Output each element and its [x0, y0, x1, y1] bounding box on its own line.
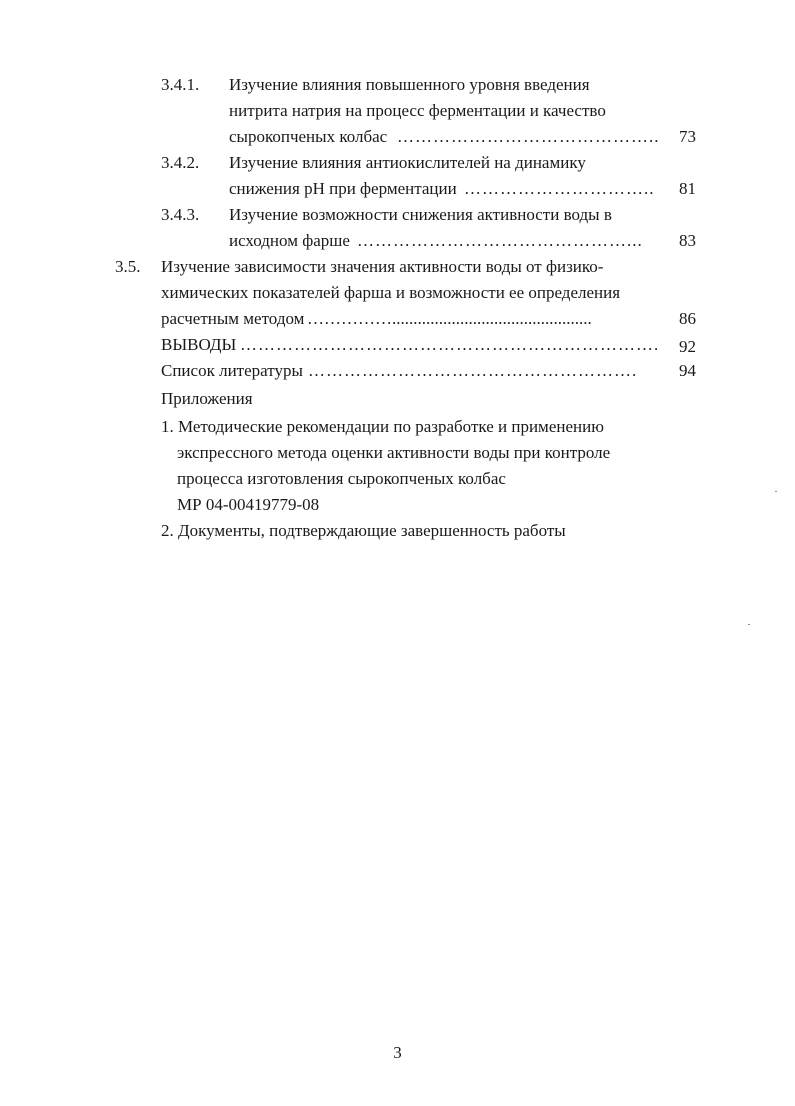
- dot-leader: ……………………………………..: [397, 127, 660, 146]
- appendix-item-line: процесса изготовления сырокопченых колбас: [177, 469, 506, 488]
- dot-leader: ………………………………………...: [357, 231, 643, 250]
- entry-title-line: сырокопченых колбас: [229, 127, 388, 146]
- page-number: 3: [393, 1043, 402, 1062]
- entry-number: 3.4.1.: [161, 75, 200, 94]
- scan-speck: [748, 624, 750, 625]
- appendix-item-line: 2. Документы, подтверждающие завершенность работы: [161, 521, 566, 540]
- entry-number: 3.4.3.: [161, 205, 200, 224]
- entry-title-line: Изучение зависимости значения активности воды от физико-: [161, 257, 604, 276]
- page-ref: 73: [679, 127, 696, 146]
- entry-number: 3.4.2.: [161, 153, 200, 172]
- entry-title: Приложения: [161, 389, 253, 408]
- appendix-item-line: экспрессного метода оценки активности воды при контроле: [177, 443, 611, 462]
- entry-title-line: Изучение влияния антиокислителей на динамику: [229, 153, 586, 172]
- entry-title: ВЫВОДЫ: [161, 335, 237, 354]
- page-ref: 86: [679, 309, 696, 328]
- entry-title-line: нитрита натрия на процесс ферментации и качество: [229, 101, 606, 120]
- appendix-item-line: 1. Методические рекомендации по разработке и применению: [161, 417, 604, 436]
- entry-title-line: химических показателей фарша и возможности ее определения: [161, 283, 621, 302]
- page-ref: 81: [679, 179, 696, 198]
- dot-leader: …………………………..: [464, 179, 655, 198]
- page-ref: 94: [679, 361, 696, 380]
- appendix-item-code: МР 04-00419779-08: [177, 495, 320, 514]
- scan-speck: [775, 491, 777, 492]
- dot-leader: ……………...............................................: [307, 309, 592, 328]
- page-ref: 92: [679, 337, 696, 356]
- entry-title-line: Изучение влияния повышенного уровня введения: [229, 75, 590, 94]
- dot-leader: …………………………………………………………….: [240, 335, 660, 354]
- entry-title-line: снижения pH при ферментации: [229, 179, 457, 198]
- entry-title-line: исходном фарше: [229, 231, 350, 250]
- entry-title: Список литературы: [161, 361, 303, 380]
- entry-number: 3.5.: [115, 257, 141, 276]
- dot-leader: ……………………………………………….: [308, 361, 638, 380]
- entry-title-line: Изучение возможности снижения активности воды в: [229, 205, 612, 224]
- page-ref: 83: [679, 231, 696, 250]
- entry-title-line: расчетным методом: [161, 309, 305, 328]
